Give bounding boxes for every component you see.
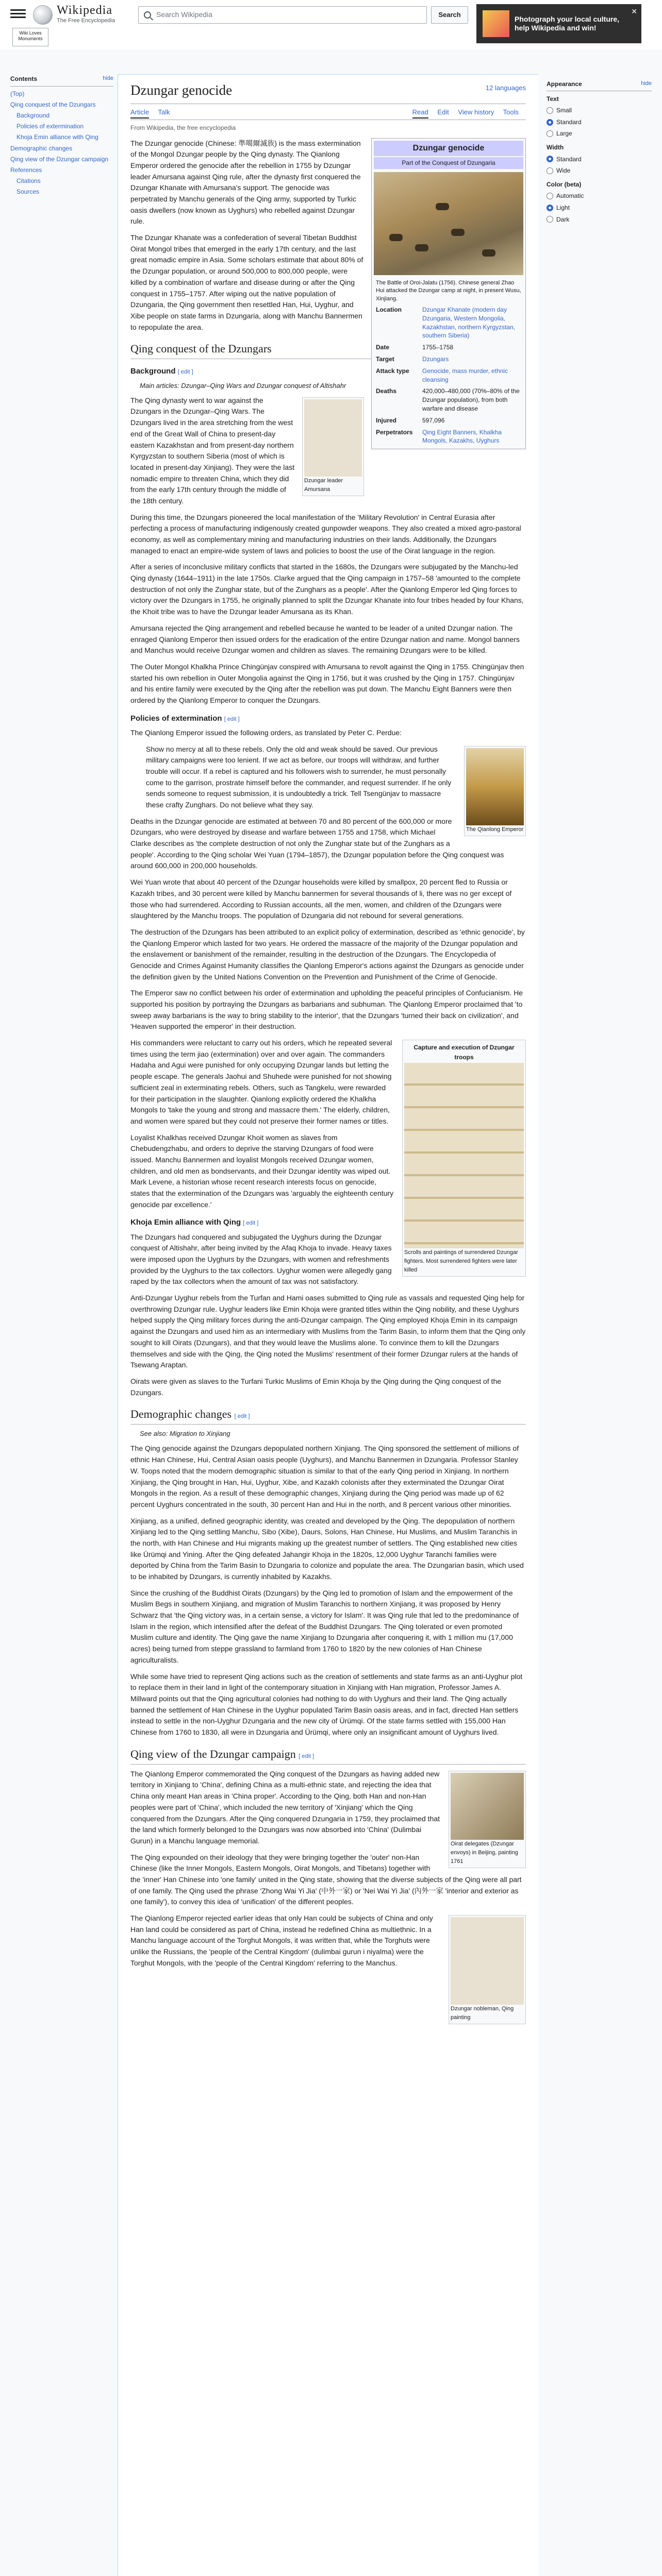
paragraph: After a series of inconclusive military conflicts that started in the 1680s, the Dzungars were subjugated by the Manchu-led Qing dynasty (1644–1911) in the late 1750s. Clarke argued that the Qing campaign in 1757–58 'amounted to the complete destruction of not only the Zunghar state, but of the Zunghars as a people'. After the Qianlong Emperor led Qing forces to victory over the Dzungars in 1755, he originally planned to split the Dzungar Khanate into four tribes headed by four Khans, the Khoit tribe was to have the Dzungar leader Amursana as its Khan. xyxy=(130,563,524,616)
edit-link[interactable]: [ edit ] xyxy=(234,1413,250,1420)
infobox-label: Date xyxy=(376,344,390,351)
toc-hide-button[interactable]: hide xyxy=(103,75,113,81)
radio-label: Automatic xyxy=(556,192,584,200)
paragraph: The Qing expounded on their ideology that they were bringing together the 'outer' non-Han Chinese (like the Inner Mongols, Eastern Mongols, Oirat Mongols, and Tibetans) together with the 'inner' Han Chinese into 'one family' united in the Qing state, showing that the diverse subjects of the Qing were all part of one family. The Qing used the phrase 'Zhong Wai Yi Jia' (中外一家) or 'Nei Wai Yi Jia' (內外一家 'interior and exterior as one family'), to convey this idea of 'unification' of the different peoples. xyxy=(130,1853,522,1906)
toc-item[interactable]: References xyxy=(10,166,42,174)
radio-color-automatic[interactable] xyxy=(547,191,652,201)
toc-item[interactable]: Qing conquest of the Dzungars xyxy=(10,100,96,108)
paragraph: While some have tried to represent Qing actions such as the creation of settlements and state farms as an anti-Uyghur plot to replace them in their land in light of the contemporary situation in Xinjiang with Han migration, Professor James A. Millward points out that the Qing agricultural colonies had nothing to do with Uyghurs and their land. The Qing actually banned the settlement of Han Chinese in the Uyghur populated Tarim Basin oasis areas, and in fact, directed Han settlers instead to settle in the non-Uyghur Dzungaria and the new city of Ürümqi. Of the state farms settled with 155,000 Han Chinese from 1760 to 1830, all were in Dzungaria and Ürümqi, where only an insignificant amount of Uyghurs lived. xyxy=(130,1672,523,1736)
intro-paragraph: The Dzungar genocide (Chinese: 準噶爾滅族) is the mass extermination of the Mongol Dzungar people by the Qing dynasty. The Qianlong Emperor ordered the genocide after the rebellion in 1755 by Dzungar leader Amursana against Qing rule, after the dynasty first conquered the Dzungar Khanate with Amursana's support. The genocide was perpetrated by Manchu generals of the Qing army, supported by Turkic oasis dwellers (now known as Uyghurs) who rebelled against Dzungar rule. xyxy=(130,139,361,226)
subsection-heading xyxy=(130,713,526,724)
radio-text-large[interactable] xyxy=(547,129,652,139)
paragraph: The Qianlong Emperor rejected earlier ideas that only Han could be subjects of China and only Han land could be considered as part of China, instead he redefined China as multiethnic. In a Manchu language account of the Torghut Mongols, it was written that, while the Torghuts were unlike the Russians, the 'people of the Central Kingdom' (dulimbai gurun i niyalma) were the Torghut Mongols, with the 'people of the Central Kingdom' referring to the Manchus. xyxy=(130,1914,433,1967)
paragraph: The Qianlong Emperor issued the following orders, as translated by Peter C. Perdue: xyxy=(130,728,402,737)
paragraph: Since the crushing of the Buddhist Oirats (Dzungars) by the Qing led to promotion of Islam and the empowerment of the Muslim Begs in southern Xinjiang, and migration of Muslim Taranchis to northern Xinjiang, it was proposed by Henry Schwarz that 'the Qing victory was, in a certain sense, a victory for Islam'. It was Qing rule that led to the predominance of Islam in the region, which intensified after the defeat of the Buddhist Dzungars. The Qing tolerated or even promoted Muslim culture and identity. The Qing gave the name Xinjiang to Dzungaria after conquering it, with 1 million mu (17,000 acres) being turned from steppe grassland to farmland from 1760 to 1820 by the new colonies of Han Chinese agriculturalists. xyxy=(130,1588,519,1664)
tab-tools[interactable]: Tools xyxy=(503,108,519,116)
radio-label: Small xyxy=(556,107,572,114)
radio-text-small[interactable] xyxy=(547,106,652,115)
infobox-label: Location xyxy=(376,306,402,313)
paragraph: The Qing dynasty went to war against the Dzungars in the Dzungar–Qing Wars. The Dzungars lived in the area stretching from the west end of the Great Wall of China to present-day eastern Kazakhstan and from present-day northern Kyrgyzstan to southern Siberia (most of which is located in present-day Xinjiang). They were the last nomadic empire to threaten China, which they did from the early 17th century through the middle of the 18th century. xyxy=(130,396,295,505)
main-menu-icon[interactable] xyxy=(10,7,26,19)
toc-item[interactable]: (Top) xyxy=(10,90,25,97)
radio-label: Light xyxy=(556,204,570,211)
promo-text: Photograph your local culture, help Wikipedia and win! xyxy=(515,14,620,32)
paragraph: The Qianlong Emperor commemorated the Qing conquest of the Dzungars as having added new territory in Xinjiang to 'China', defining China as a multi-ethnic state, and rejecting the idea that China only meant Han areas in 'China proper'. According to the Qing, both Han and non-Han peoples were part of 'China', which included the new territory of 'Xinjiang' which the Qing conquered from the Dzungars. After the Qing conquered Dzungaria in 1759, they proclaimed that the land which formerly belonged to the Dzungars was now absorbed into 'China' (Dulimbai Gurun) in a Manchu language memorial. xyxy=(130,1769,440,1845)
site-sub: From Wikipedia, the free encyclopedia xyxy=(130,124,236,131)
wlm-badge[interactable]: Wiki Loves Monuments xyxy=(12,28,48,46)
toc-item[interactable]: Qing view of the Dzungar campaign xyxy=(10,155,109,163)
painting-figure xyxy=(482,249,495,257)
radio-label: Standard xyxy=(556,118,582,126)
infobox-table xyxy=(374,304,523,447)
paragraph: The Emperor saw no conflict between his order of extermination and upholding the peaceful principles of Confucianism. He supported his position by portraying the Dzungars as barbarians and subhuman. The Qianlong Emperor proclaimed that 'to sweep away barbarians is the way to bring stability to the interior', that the Dzungars 'turned their back on civilization', and 'Heaven supported the emperor' in their destruction. xyxy=(130,989,523,1031)
section-title: Qing conquest of the Dzungars xyxy=(130,342,272,355)
infobox-value: 1755–1758 xyxy=(422,344,454,351)
painting-figure xyxy=(415,244,428,251)
appearance-title: Appearance xyxy=(547,80,582,88)
toc-item[interactable]: Khoja Emin alliance with Qing xyxy=(16,133,98,141)
toc-title: Contents xyxy=(10,75,37,82)
subsection-title: Background xyxy=(130,367,176,376)
search-icon xyxy=(144,11,151,19)
painting-figure xyxy=(451,229,465,236)
radio-color-light[interactable] xyxy=(547,203,652,213)
tab-read[interactable]: Read xyxy=(412,108,428,118)
language-button[interactable]: 12 languages xyxy=(485,84,526,92)
infobox-label: Target xyxy=(376,355,394,363)
paragraph: The destruction of the Dzungars has been attributed to an explicit policy of extermination, described as 'ethnic genocide', by the Qianlong Emperor which lasted for two years. He ordered the massacre of the majority of the Dzungar population and the enslavement or banishment of the remainder, resulting in the destruction of the Dzungars. The Encyclopedia of Genocide and Crimes Against Humanity classifies the Qianlong Emperor's actions against the Dzungars as genocide under the definition given by the United Nations Convention on the Prevention and Punishment of the Crime of Genocide. xyxy=(130,927,525,981)
radio-label: Dark xyxy=(556,215,570,223)
thumbnail[interactable] xyxy=(302,397,364,496)
thumbnail-caption: Dzungar nobleman, Qing painting xyxy=(451,2006,514,2021)
paragraph: The Dzungars had conquered and subjugated the Uyghurs during the Dzungar conquest of Altishahr, after being invited by the Afaq Khoja to invade. Heavy taxes were imposed upon the Uyghurs by the Dzungars, with women and refreshments provided by the Uyghurs to the tax collectors. Uyghur women were allegedly gang raped by the tax collectors when the amount of tax was not satisfactory. xyxy=(130,1232,392,1286)
quote: Show no mercy at all to these rebels. Only the old and weak should be saved. Our previous military campaigns were too lenient. If we act as before, our troops will withdraw, and further trouble will occur. If a rebel is captured and his followers wish to surrender, he must personally come to the garrison, prostrate himself before the commander, and request surrender. If he only sends someone to request submission, it is undoubtedly a trick. Tell Tsengünjav to massacre these crafty Zunghars. Do not believe what they say. xyxy=(146,744,452,809)
subsection-title: Policies of extermination xyxy=(130,714,222,723)
paragraph: The Outer Mongol Khalkha Prince Chingünjav conspired with Amursana to revolt against the Qing in 1755. Chingünjav then started his own rebellion in Outer Mongolia against the Qing in 1756, but it was crushed by the Qing in 1757. Chingünjav and his entire family were executed by the Qing after the rebellion was put down. The Manchu Eight Banners were then ordered by the Qianlong Emperor to conquer the Dzungars. xyxy=(130,662,524,704)
toc-item[interactable]: Policies of extermination xyxy=(16,123,84,130)
search-placeholder: Search Wikipedia xyxy=(156,10,212,19)
page-title-text: Dzungar genocide xyxy=(130,82,233,98)
paragraph: Anti-Dzungar Uyghur rebels from the Turfan and Hami oases submitted to Qing rule as vassals and requested Qing help for overthrowing Dzungar rule. Uyghur leaders like Emin Khoja were granted titles within the Qing nobility, and these Uyghurs helped supply the Qing military forces during the anti-Dzungar campaign. The Qing employed Khoja Emin in its campaign against the Dzungars and used him as an intermediary with Muslims from the Tarim Basin, to inform them that the Qing only sought to kill Oirats (Dzungars), and that they would leave the Muslims alone. To convince them to kill the Dzungars themselves and side with the Qing, the Qing noted the Muslims' resentment of their former Dzungar rulers at the hands of Tsewang Araptan. xyxy=(130,1294,526,1369)
infobox-caption: The Battle of Oroi-Jalatu (1756). Chinese general Zhao Hui attacked the Dzungar camp at night, in present Wusu, Xinjiang. xyxy=(376,279,521,302)
appearance-hide-button[interactable]: hide xyxy=(641,80,652,87)
paragraph: During this time, the Dzungars pioneered the local manifestation of the 'Military Revolution' in Central Eurasia after perfecting a process of manufacturing indigenously created gunpowder weapons. They also created a mixed agro-pastoral economy, as well as complementary mining and manufacturing industries on their lands. Additionally, the Dzungars managed to enact an empire-wide system of laws and policies to boost the use of the Oirat language in the region. xyxy=(130,513,521,555)
text-size-label: Text xyxy=(547,95,559,103)
radio-color-dark[interactable] xyxy=(547,215,652,225)
tab-article[interactable]: Article xyxy=(130,108,149,118)
painting-figure xyxy=(389,234,403,241)
hatnote: See also: Migration to Xinjiang xyxy=(140,1430,230,1438)
infobox-value: Dzungar Khanate (modern day Dzungaria, Western Mongolia, Kazakhstan, northern Kyrgyzstan, southern Siberia) xyxy=(422,306,516,340)
section-title: Qing view of the Dzungar campaign xyxy=(130,1747,296,1760)
infobox-value: 420,000–480,000 (70%–80% of the Dzungar population), from both warfare and disease xyxy=(422,387,520,412)
wordmark: Wikipedia xyxy=(57,4,112,17)
paragraph: Amursana rejected the Qing arrangement and rebelled because he wanted to be leader of a united Dzungar nation. The enraged Qianlong Emperor then issued orders for the eradication of the entire Dzungar nation and name. Mongol banners and Manchus would receive Dzungar women and children as slaves. The remaining Dzungars were to be killed. xyxy=(130,623,520,655)
thumbnail-caption: Scrolls and paintings of surrendered Dzungar fighters. Most surrendered fighters were later killed xyxy=(404,1249,518,1274)
toc-item[interactable]: Sources xyxy=(16,188,40,196)
edit-link[interactable]: [ edit ] xyxy=(224,716,240,722)
painting-figure xyxy=(436,203,449,210)
promo-banner[interactable] xyxy=(476,4,641,43)
portrait-image xyxy=(304,399,362,477)
intro-paragraph: The Dzungar Khanate was a confederation of several Tibetan Buddhist Oirat Mongol tribes that emerged in the early 17th century, and the last great nomadic empire in Asia. Some scholars estimate that about 80% of the Dzungar population, or around 500,000 to 800,000 people, were killed by a combination of warfare and disease during or after the Qing conquest in 1755–1757. After wiping out the native population of Dzungaria, the Qing government then resettled Han, Hui, Uyghur, and Xibe people on state farms in Dzungaria, along with Manchu Bannermen to repopulate the area. xyxy=(130,233,363,331)
portrait-image xyxy=(451,1917,524,2005)
battle-painting[interactable] xyxy=(374,172,523,275)
painting-image xyxy=(451,1773,524,1840)
infobox-value: Genocide, mass murder, ethnic cleansing xyxy=(422,367,508,383)
width-label: Width xyxy=(547,143,564,151)
section-title: Demographic changes xyxy=(130,1408,232,1421)
infobox-title: Dzungar genocide xyxy=(374,141,523,156)
toc-item[interactable]: Demographic changes xyxy=(10,144,73,152)
search-button[interactable]: Search xyxy=(431,6,468,24)
infobox-part-of: Part of the Conquest of Dzungaria xyxy=(374,157,523,169)
radio-label: Large xyxy=(556,130,572,138)
infobox-label: Deaths xyxy=(376,387,397,395)
hatnote: Main articles: Dzungar–Qing Wars and Dzungar conquest of Altishahr xyxy=(140,381,346,389)
edit-link[interactable]: [ edit ] xyxy=(299,1753,315,1759)
thumbnail-caption: Oirat delegates (Dzungar envoys) in Beijing, painting 1761 xyxy=(451,1840,518,1865)
page-title xyxy=(130,80,526,104)
thumbnail[interactable] xyxy=(464,746,526,836)
thumbnail[interactable] xyxy=(449,1771,526,1868)
infobox-value: Qing Eight Banners, Khalkha Mongols, Kazakhs, Uyghurs xyxy=(422,428,502,445)
tab-history[interactable]: View history xyxy=(458,108,494,116)
infobox-value: Dzungars xyxy=(422,355,449,363)
globe-icon xyxy=(33,5,53,25)
infobox-label: Injured xyxy=(376,416,397,424)
paragraph: Deaths in the Dzungar genocide are estimated at between 70 and 80 percent of the 600,000 or more Dzungars, who were destroyed by disease and warfare between 1755 and 1758, which Michael Clarke describes as 'the complete destruction of not only the Zunghar state but of the Zunghars as a people'. According to the Qing scholar Wei Yuan (1794–1857), the Dzungar population before the Qing conquest was around 600,000 in 200,000 households. xyxy=(130,817,504,870)
radio-label: Standard xyxy=(556,155,582,163)
promo-image xyxy=(483,10,509,37)
search-input[interactable] xyxy=(138,6,427,24)
edit-link[interactable]: [ edit ] xyxy=(177,369,193,376)
paragraph: His commanders were reluctant to carry out his orders, which he repeated several times using the term jiao (extermination) over and over again. The commanders Hadaha and Agui were punished for only occupying Dzungar lands but letting the people escape. The generals Jaohui and Shuhede were punished for not showing sufficient zeal in exterminating rebels. Others, such as Tangkelu, were rewarded for their participation in the slaughter. Qianlong explicitly ordered the Khalkha Mongols to 'take the young and strong and massacre them.' The elderly, children, and women were spared but they could not preserve their former names or titles. xyxy=(130,1039,392,1125)
subsection-title: Khoja Emin alliance with Qing xyxy=(130,1218,241,1227)
infobox-label: Perpetrators xyxy=(376,428,413,436)
toc-item[interactable]: Background xyxy=(16,111,50,119)
paragraph: The Qing genocide against the Dzungars depopulated northern Xinjiang. The Qing sponsored the settlement of millions of ethnic Han Chinese, Hui, Central Asian oasis people (Uyghurs), and Manchu Bannermen in Dzungaria. Professor Stanley W. Toops noted that the modern demographic situation is similar to that of the early Qing period in Xinjiang. In northern Xinjiang, the Qing brought in Han, Hui, Uyghur, Xibe, and Kazakh colonists after they exterminated the Dzungar Oirat Mongols in the region. As a result of these demographic changes, Xinjiang during the Qing period was made up of 62 percent Uyghurs concentrated in the south, 30 percent Han and Hui in the north, and 8 percent various other minorities. xyxy=(130,1444,519,1509)
thumbnail[interactable] xyxy=(402,1040,526,1277)
radio-width-standard[interactable] xyxy=(547,155,652,164)
infobox-label: Attack type xyxy=(376,367,409,375)
infobox-value: 597,096 xyxy=(422,416,445,424)
table-of-contents xyxy=(10,74,113,198)
toc-item[interactable]: Citations xyxy=(16,177,41,185)
thumbnail-caption: The Qianlong Emperor xyxy=(466,826,524,833)
section-heading xyxy=(130,1745,526,1765)
paragraph: Loyalist Khalkhas received Dzungar Khoit women as slaves from Chebudengzhabu, and orders to deprive the starving Dzungars of food were issued. Manchu Bannermen and loyalist Mongols received Dzungar women, children, and old men as bondservants, and their Dzungar identity was wiped out. Mark Levene, a historian whose recent research interests focus on genocide, states that the extermination of the Dzungars was 'arguably the eighteenth century genocide par excellence.' xyxy=(130,1133,394,1209)
tagline: The Free Encyclopedia xyxy=(57,18,115,24)
paragraph: Wei Yuan wrote that about 40 percent of the Dzungar households were killed by smallpox, 20 percent fled to Russia or Kazakh tribes, and 30 percent were killed by Manchu bannermen for several thousands of li, there was no ger except of those who had surrendered. According to Russian accounts, all the men, women, and children of the Dzungars were slaughtered by the Manchu troops. The population of Dzungaria did not rebound for several generations. xyxy=(130,878,512,920)
close-icon[interactable]: ✕ xyxy=(631,7,637,15)
portrait-image xyxy=(466,748,524,825)
thumbnail[interactable] xyxy=(449,1915,526,2024)
edit-link[interactable]: [ edit ] xyxy=(243,1220,259,1227)
thumbnail-title: Capture and execution of Dzungar troops xyxy=(413,1044,515,1061)
infobox xyxy=(371,138,526,450)
scroll-painting xyxy=(404,1063,524,1248)
tab-edit[interactable]: Edit xyxy=(437,108,449,116)
article-content xyxy=(118,74,538,2576)
thumbnail-caption: Dzungar leader Amursana xyxy=(304,477,343,493)
appearance-panel xyxy=(547,74,652,226)
paragraph: Oirats were given as slaves to the Turfani Turkic Muslims of Emin Khoja by the Qing during the Qing conquest of the Dzungars. xyxy=(130,1377,502,1397)
wikipedia-logo[interactable] xyxy=(33,4,115,25)
section-heading xyxy=(130,1405,526,1425)
radio-text-standard[interactable] xyxy=(547,117,652,127)
site-header xyxy=(0,0,662,49)
color-label: Color (beta) xyxy=(547,180,582,188)
page-tabs xyxy=(130,107,526,120)
tab-talk[interactable]: Talk xyxy=(158,108,170,116)
radio-width-wide[interactable] xyxy=(547,166,652,176)
radio-label: Wide xyxy=(556,167,571,175)
paragraph: Xinjiang, as a unified, defined geographic identity, was created and developed by the Qing. The depopulation of northern Xinjiang led to the Qing settling Manchu, Sibo (Xibe), Daurs, Solons, Han Chinese, Hui Muslims, and Muslim Taranchis in the north, with Han Chinese and Hui migrants making up the greatest number of settlers. The Qing established new cities like Ürümqi and Yining. After the Qing defeated Jahangir Khoja in the 1820s, 12,000 Uyghur Taranchi families were deported by China from the Tarim Basin to Dzungaria to colonize and populate the area. The Dzungarian basin, which used to be inhabited by Dzungars, is currently inhabited by Kazakhs. xyxy=(130,1516,524,1581)
